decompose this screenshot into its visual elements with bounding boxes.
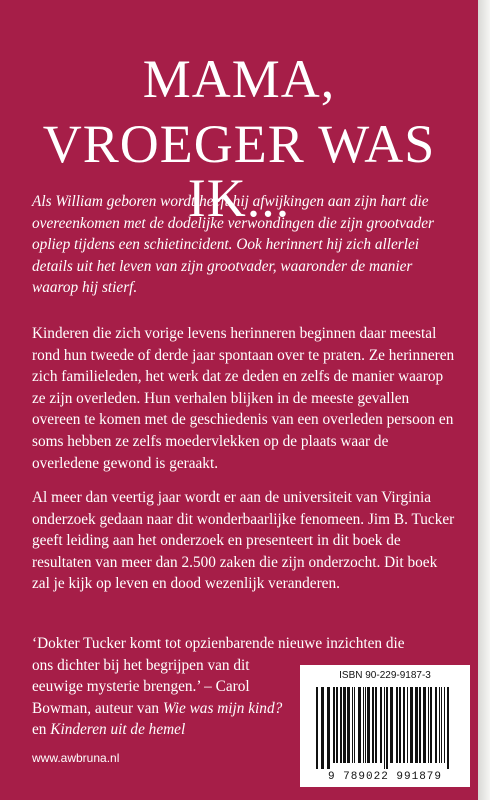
barcode-bar <box>428 687 429 763</box>
barcode-bar <box>410 687 413 763</box>
barcode-bar <box>340 687 342 763</box>
barcode-bar <box>336 687 338 763</box>
barcode-bar <box>435 687 437 763</box>
body-paragraph-2: Al meer dan veertig jaar wordt er aan de universiteit van Virginia onderzoek gedaan naar dit wonderbaarlijke fenomeen. Jim B. Tucker geeft leiding aan het onderzoek en presenteert in dit boek de resultaten van meer dan 2.500 zaken die zijn onderzocht. Dit boek zal je kijk op leven en dood wezenlijk veranderen. <box>32 489 455 593</box>
barcode-bar <box>447 687 449 769</box>
barcode-bar <box>365 687 366 763</box>
body-paragraph-1: Kinderen die zich vorige levens herinneren beginnen daar meestal rond hun tweede of derde jaar spontaan over te praten. Ze herinneren zich familieleden, het werk dat ze deden en zelfs de manier waarop ze zijn overleden. Hun verhalen blijken in de meeste gevallen overeen te komen met de geschiedenis van een overleden persoon en soms hebben ze zelfs moedervlekken op de plaats waar de overledene gewond is geraakt. <box>32 325 455 472</box>
barcode-bar <box>354 687 355 763</box>
barcode-bar <box>352 687 353 763</box>
barcode-bar <box>380 687 382 763</box>
barcode-bar <box>343 687 346 763</box>
barcode-bar <box>407 687 408 763</box>
quote-first-line: ‘Dokter Tucker komt tot opzienbarende nieuwe inzichten die <box>32 635 405 652</box>
title-line-1: MAMA, <box>142 49 336 109</box>
quote-text: ons dichter bij het begrijpen van dit eeuwige mysterie brengen.’ – Carol Bowman, auteur van <box>32 656 250 717</box>
barcode-bar <box>419 687 421 763</box>
barcode-bar <box>327 687 330 769</box>
quote-book-title-2: Kinderen uit de hemel <box>50 721 186 739</box>
isbn-text: ISBN 90-229-9187-3 <box>339 670 431 681</box>
barcode-bar <box>367 687 370 763</box>
quote-joiner: en <box>32 721 51 739</box>
quote-book-title-1: Wie was mijn kind? <box>162 699 283 717</box>
intro-paragraph: Als William geboren wordt heeft hij afwijkingen aan zijn hart die overeenkomen met de dodelijke verwondingen die zijn grootvader opliep tijdens een schietincident. Ook herinnert hij zich allerlei details uit het leven van zijn grootvader, waaronder de manier waarop hij stierf. <box>32 193 434 297</box>
barcode-bar <box>384 687 385 769</box>
page-edge <box>478 0 490 800</box>
barcode-bar <box>347 687 350 763</box>
publisher-url[interactable]: www.awbruna.nl <box>32 751 120 765</box>
barcode-bar <box>403 687 405 763</box>
barcode-bar <box>333 687 335 763</box>
barcode-panel <box>300 665 470 787</box>
barcode-bar <box>363 687 364 763</box>
barcode-bar <box>316 687 318 769</box>
barcode-bar <box>415 687 418 763</box>
barcode-bars <box>314 687 456 769</box>
ean-number: 9 789022 991879 <box>327 771 443 783</box>
barcode-bar <box>439 687 440 763</box>
barcode-bar <box>375 687 377 763</box>
title-line-2: VROEGER WAS IK... <box>42 114 436 228</box>
barcode-bar <box>321 687 324 769</box>
barcode-bar <box>444 687 445 763</box>
barcode-bar <box>430 687 432 763</box>
barcode-bar <box>441 687 442 763</box>
barcode-bar <box>372 687 374 763</box>
barcode-bar <box>358 687 361 763</box>
barcode-bar <box>399 687 401 763</box>
barcode-bar <box>390 687 393 763</box>
barcode-bar <box>423 687 426 763</box>
barcode-bar <box>396 687 398 763</box>
barcode-bar <box>386 687 388 769</box>
